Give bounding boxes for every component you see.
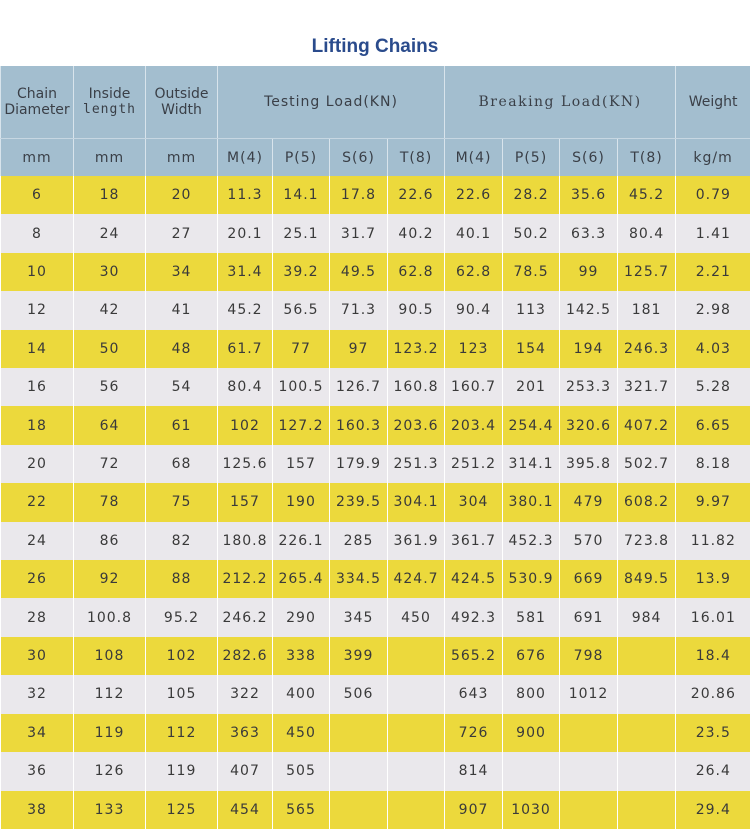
table-row (1, 483, 750, 521)
table-cell: 479 (560, 483, 618, 521)
table-row (1, 406, 750, 444)
table-cell: 50.2 (503, 214, 560, 252)
table-cell: 95.2 (146, 598, 218, 636)
table-row (1, 253, 750, 291)
table-cell: 18.4 (676, 637, 750, 675)
table-cell (503, 752, 560, 790)
table-cell: 380.1 (503, 483, 560, 521)
table-cell: 454 (218, 791, 273, 829)
table-cell: 345 (330, 598, 388, 636)
header-chain-diameter-line1: Chain (17, 86, 57, 102)
table-cell: 100.8 (74, 598, 146, 636)
table-cell: 814 (445, 752, 503, 790)
table-cell: 125 (146, 791, 218, 829)
header-inside-length (74, 66, 146, 139)
table-cell: 565.2 (445, 637, 503, 675)
table-cell: 10 (1, 253, 74, 291)
header-testing-load: Testing Load(KN) (218, 66, 445, 139)
table-cell: 800 (503, 675, 560, 713)
table-cell: 290 (273, 598, 330, 636)
table-cell (330, 714, 388, 752)
unit-cell: S(6) (330, 139, 388, 177)
unit-cell: mm (74, 139, 146, 177)
table-cell: 35.6 (560, 176, 618, 214)
table-cell: 246.2 (218, 598, 273, 636)
table-cell: 160.8 (388, 368, 445, 406)
table-cell: 676 (503, 637, 560, 675)
header-inside-length-line2: length (83, 102, 136, 117)
table-row (1, 330, 750, 368)
table-cell: 361.9 (388, 522, 445, 560)
table-cell: 12 (1, 291, 74, 329)
table-cell: 2.21 (676, 253, 750, 291)
table-cell: 100.5 (273, 368, 330, 406)
table-cell (388, 714, 445, 752)
table-row (1, 637, 750, 675)
table-cell: 181 (618, 291, 676, 329)
table-cell: 407.2 (618, 406, 676, 444)
table-cell: 314.1 (503, 445, 560, 483)
table-cell: 17.8 (330, 176, 388, 214)
table-cell: 14 (1, 330, 74, 368)
table-cell: 63.3 (560, 214, 618, 252)
table-cell: 395.8 (560, 445, 618, 483)
table-row (1, 752, 750, 790)
table-cell: 20.86 (676, 675, 750, 713)
table-cell: 452.3 (503, 522, 560, 560)
table-row (1, 176, 750, 214)
table-cell: 160.7 (445, 368, 503, 406)
table-cell: 62.8 (388, 253, 445, 291)
table-cell: 322 (218, 675, 273, 713)
table-cell: 304 (445, 483, 503, 521)
table-cell: 450 (273, 714, 330, 752)
table-cell: 400 (273, 675, 330, 713)
table-cell: 62.8 (445, 253, 503, 291)
table-cell: 71.3 (330, 291, 388, 329)
table-cell (560, 714, 618, 752)
header-outside-width-line1: Outside (154, 86, 209, 102)
table-cell: 154 (503, 330, 560, 368)
header-row (1, 66, 750, 139)
table-cell: 30 (74, 253, 146, 291)
header-weight: Weight (676, 66, 750, 139)
table-cell: 304.1 (388, 483, 445, 521)
table-cell: 25.1 (273, 214, 330, 252)
table-cell: 48 (146, 330, 218, 368)
table-cell: 251.2 (445, 445, 503, 483)
table-cell (388, 675, 445, 713)
lifting-chain-table (0, 66, 750, 829)
table-cell: 108 (74, 637, 146, 675)
table-cell: 90.5 (388, 291, 445, 329)
table-cell: 32 (1, 675, 74, 713)
table-cell: 691 (560, 598, 618, 636)
table-cell: 407 (218, 752, 273, 790)
table-cell: 321.7 (618, 368, 676, 406)
table-cell: 361.7 (445, 522, 503, 560)
unit-cell: kg/m (676, 139, 750, 177)
table-cell: 8.18 (676, 445, 750, 483)
table-cell: 41 (146, 291, 218, 329)
table-cell: 363 (218, 714, 273, 752)
table-cell: 265.4 (273, 560, 330, 598)
table-cell: 502.7 (618, 445, 676, 483)
table-row (1, 560, 750, 598)
table-cell: 102 (146, 637, 218, 675)
table-cell: 984 (618, 598, 676, 636)
table-cell: 127.2 (273, 406, 330, 444)
table-cell: 86 (74, 522, 146, 560)
table-cell: 22.6 (445, 176, 503, 214)
table-cell: 119 (146, 752, 218, 790)
table-cell (618, 675, 676, 713)
table-cell: 92 (74, 560, 146, 598)
table-cell: 201 (503, 368, 560, 406)
table-cell: 282.6 (218, 637, 273, 675)
table-cell: 123.2 (388, 330, 445, 368)
table-cell: 2.98 (676, 291, 750, 329)
table-cell: 338 (273, 637, 330, 675)
table-cell: 669 (560, 560, 618, 598)
table-cell: 1012 (560, 675, 618, 713)
table-cell: 72 (74, 445, 146, 483)
table-cell: 113 (503, 291, 560, 329)
table-cell: 194 (560, 330, 618, 368)
unit-cell: mm (146, 139, 218, 177)
table-cell: 253.3 (560, 368, 618, 406)
table-row (1, 598, 750, 636)
page-title: Lifting Chains (311, 36, 439, 57)
unit-cell: mm (1, 139, 74, 177)
table-cell: 1.41 (676, 214, 750, 252)
table-cell: 112 (146, 714, 218, 752)
table-row (1, 445, 750, 483)
table-cell: 565 (273, 791, 330, 829)
table-row (1, 214, 750, 252)
table-cell: 26.4 (676, 752, 750, 790)
table-cell: 40.2 (388, 214, 445, 252)
header-outside-width-line2: Width (161, 102, 202, 118)
table-cell: 88 (146, 560, 218, 598)
table-cell: 492.3 (445, 598, 503, 636)
table-cell: 22.6 (388, 176, 445, 214)
table-cell: 56.5 (273, 291, 330, 329)
table-cell: 157 (273, 445, 330, 483)
table-cell: 1030 (503, 791, 560, 829)
table-cell: 23.5 (676, 714, 750, 752)
table-cell: 27 (146, 214, 218, 252)
table-cell: 20 (1, 445, 74, 483)
table-cell: 80.4 (218, 368, 273, 406)
table-cell: 64 (74, 406, 146, 444)
table-cell: 29.4 (676, 791, 750, 829)
table-cell: 45.2 (618, 176, 676, 214)
header-chain-diameter (1, 66, 74, 139)
table-cell: 726 (445, 714, 503, 752)
table-cell: 203.6 (388, 406, 445, 444)
table-row (1, 522, 750, 560)
table-cell: 28 (1, 598, 74, 636)
table-cell: 11.3 (218, 176, 273, 214)
table-cell: 285 (330, 522, 388, 560)
unit-cell: P(5) (503, 139, 560, 177)
table-cell: 31.4 (218, 253, 273, 291)
table-cell (618, 714, 676, 752)
unit-cell: P(5) (273, 139, 330, 177)
table-cell: 90.4 (445, 291, 503, 329)
table-cell: 239.5 (330, 483, 388, 521)
table-cell: 643 (445, 675, 503, 713)
table-cell: 157 (218, 483, 273, 521)
unit-cell: M(4) (445, 139, 503, 177)
table-cell: 6.65 (676, 406, 750, 444)
table-cell: 80.4 (618, 214, 676, 252)
table-cell: 226.1 (273, 522, 330, 560)
table-cell: 49.5 (330, 253, 388, 291)
table-cell: 16 (1, 368, 74, 406)
table-cell: 125.7 (618, 253, 676, 291)
table-cell: 119 (74, 714, 146, 752)
table-cell (330, 752, 388, 790)
table-cell: 0.79 (676, 176, 750, 214)
table-cell: 30 (1, 637, 74, 675)
table-cell: 798 (560, 637, 618, 675)
table-cell: 112 (74, 675, 146, 713)
table-cell: 24 (74, 214, 146, 252)
table-cell: 6 (1, 176, 74, 214)
table-cell: 246.3 (618, 330, 676, 368)
table-cell (560, 791, 618, 829)
table-cell: 424.7 (388, 560, 445, 598)
table-cell: 126.7 (330, 368, 388, 406)
table-cell: 570 (560, 522, 618, 560)
unit-cell: T(8) (618, 139, 676, 177)
table-cell: 18 (74, 176, 146, 214)
table-cell (330, 791, 388, 829)
table-cell: 4.03 (676, 330, 750, 368)
table-cell: 24 (1, 522, 74, 560)
table-cell: 102 (218, 406, 273, 444)
table-cell: 42 (74, 291, 146, 329)
table-cell: 424.5 (445, 560, 503, 598)
table-cell: 28.2 (503, 176, 560, 214)
table-cell: 75 (146, 483, 218, 521)
table-cell: 56 (74, 368, 146, 406)
table-cell: 506 (330, 675, 388, 713)
unit-cell: M(4) (218, 139, 273, 177)
unit-cell: S(6) (560, 139, 618, 177)
table-cell: 160.3 (330, 406, 388, 444)
table-cell: 22 (1, 483, 74, 521)
unit-cell: T(8) (388, 139, 445, 177)
table-cell: 907 (445, 791, 503, 829)
table-row (1, 368, 750, 406)
table-cell: 530.9 (503, 560, 560, 598)
table-cell: 11.82 (676, 522, 750, 560)
table-cell: 9.97 (676, 483, 750, 521)
table-cell (388, 791, 445, 829)
table-cell (560, 752, 618, 790)
table-row (1, 791, 750, 829)
table-cell: 8 (1, 214, 74, 252)
table-cell: 99 (560, 253, 618, 291)
table-cell: 723.8 (618, 522, 676, 560)
table-row (1, 675, 750, 713)
table-cell: 254.4 (503, 406, 560, 444)
table-cell (618, 791, 676, 829)
table-cell: 40.1 (445, 214, 503, 252)
table-cell: 34 (1, 714, 74, 752)
header-breaking-load: Breaking Load(KN) (445, 66, 676, 139)
table-cell: 190 (273, 483, 330, 521)
table-cell: 581 (503, 598, 560, 636)
table-cell: 39.2 (273, 253, 330, 291)
table-cell: 212.2 (218, 560, 273, 598)
table-cell (388, 752, 445, 790)
table-cell: 203.4 (445, 406, 503, 444)
table-cell: 900 (503, 714, 560, 752)
table-cell: 133 (74, 791, 146, 829)
table-cell: 13.9 (676, 560, 750, 598)
table-cell: 14.1 (273, 176, 330, 214)
table-cell: 61.7 (218, 330, 273, 368)
table-row (1, 291, 750, 329)
table-cell: 126 (74, 752, 146, 790)
table-cell: 34 (146, 253, 218, 291)
table-cell: 38 (1, 791, 74, 829)
table-cell: 123 (445, 330, 503, 368)
table-cell: 105 (146, 675, 218, 713)
table-row (1, 714, 750, 752)
table-cell: 78.5 (503, 253, 560, 291)
table-cell (618, 752, 676, 790)
table-cell: 68 (146, 445, 218, 483)
table-cell: 31.7 (330, 214, 388, 252)
table-cell: 320.6 (560, 406, 618, 444)
header-chain-diameter-line2: Diameter (4, 102, 70, 118)
table-cell: 61 (146, 406, 218, 444)
table-cell: 180.8 (218, 522, 273, 560)
table-cell: 20 (146, 176, 218, 214)
table-cell: 18 (1, 406, 74, 444)
table-cell: 142.5 (560, 291, 618, 329)
table-cell: 505 (273, 752, 330, 790)
table-cell: 97 (330, 330, 388, 368)
table-cell (618, 637, 676, 675)
table-cell: 251.3 (388, 445, 445, 483)
table-cell: 608.2 (618, 483, 676, 521)
table-cell: 82 (146, 522, 218, 560)
table-cell: 36 (1, 752, 74, 790)
table-cell: 50 (74, 330, 146, 368)
table-cell: 450 (388, 598, 445, 636)
table-cell: 20.1 (218, 214, 273, 252)
table-cell: 54 (146, 368, 218, 406)
table-cell: 849.5 (618, 560, 676, 598)
table-cell (388, 637, 445, 675)
table-cell: 77 (273, 330, 330, 368)
table-cell: 45.2 (218, 291, 273, 329)
table-cell: 399 (330, 637, 388, 675)
header-inside-length-line1: Inside (88, 86, 131, 102)
table-cell: 26 (1, 560, 74, 598)
header-outside-width (146, 66, 218, 139)
table-cell: 334.5 (330, 560, 388, 598)
unit-row (1, 139, 750, 177)
table-cell: 16.01 (676, 598, 750, 636)
table-cell: 179.9 (330, 445, 388, 483)
table-cell: 125.6 (218, 445, 273, 483)
table-body (1, 176, 750, 829)
table-cell: 5.28 (676, 368, 750, 406)
table-cell: 78 (74, 483, 146, 521)
